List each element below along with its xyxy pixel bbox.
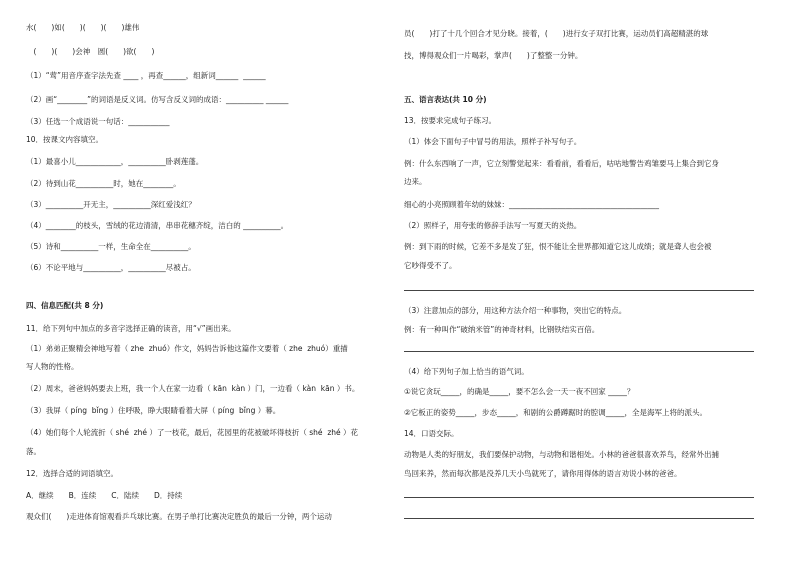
answer-line — [404, 497, 754, 498]
q13-example-2-cont: 它吵得受不了。 — [404, 261, 457, 270]
q11-item-1: （1）弟弟正聚精会神地写着（ zhe zhuó）作文，妈妈告诉他这篇作文要着（ zhe zhuó）重描 — [26, 344, 348, 353]
right-column — [404, 0, 768, 561]
q13-example-1-cont: 边来。 — [404, 177, 427, 186]
q13-prompt: 13．按要求完成句子练习。 — [404, 116, 497, 125]
q14-prompt: 14．口语交际。 — [404, 429, 459, 438]
q11-item-4: （4）她们每个人轮流折（ shé zhé ）了一枝花，最后，花园里的花被破坏得枝折（ shé zhé ）花 — [26, 428, 359, 437]
q9-item-3: （3）任选一个成语说一句话：___________ — [26, 117, 170, 126]
q12-passage: 观众们( )走进体育馆观看乒乓球比赛。在男子单打比赛决定胜负的最后一分钟，两个运动 — [26, 512, 332, 521]
q13-item-4-sentence-1: ①说它贪玩_____，的确是_____，要不怎么会一天一夜不回家 _____？ — [404, 387, 635, 396]
q11-item-3: （3）我屏（ píng bǐng ）住呼吸，睁大眼睛看着大屏（ píng bǐng ）幕。 — [26, 406, 281, 415]
q12-options: A．继续 B．连续 C．陆续 D．持续 — [26, 491, 183, 500]
q10-item-6: （6）不论平地与__________，__________尽被占。 — [26, 263, 196, 272]
section-5-heading: 五、语言表达(共 10 分) — [404, 95, 487, 104]
q10-item-2: （2）待到山花__________时，她在________。 — [26, 179, 181, 188]
q12-passage-cont: 员( )打了十几个回合才见分晓。接着，( )进行女子双打比赛，运动员们高超精湛的球 — [404, 29, 709, 38]
q14-passage: 动物是人类的好朋友，我们要保护动物，与动物和谐相处。小林的爸爸很喜欢养鸟，经常外出捕 — [404, 450, 719, 459]
q10-item-4: （4）________的枝头，雪绒的花边清清，串串花穗齐绽，洁白的 __________。 — [26, 221, 289, 230]
q13-item-4-sentence-2: ②它板正的姿势_____，步态_____，和剧的公爵蹲踞时的腔调_____，全是海军上将的派头。 — [404, 408, 707, 417]
q12-passage-end: 技，博得观众们一片喝彩，掌声( )了整整一分钟。 — [404, 51, 583, 60]
q9-blanks-line2: ( )( )会神 圆( )欲( ) — [26, 47, 155, 56]
q13-item-1-answer: 细心的小亮照顾着年幼的妹妹：________________________________________ — [404, 200, 659, 209]
q12-prompt: 12．选择合适的词语填空。 — [26, 469, 119, 478]
answer-line — [404, 351, 754, 352]
q9-item-1: （1）“莺”用音序查字法先查 ____ ，再查______，组新词______ ______ — [26, 71, 266, 80]
q13-item-3: （3）注意加点的部分，用这种方法介绍一种事物，突出它的特点。 — [404, 306, 627, 315]
q10-prompt: 10．按课文内容填空。 — [26, 135, 104, 144]
q13-example-3: 例：有一种叫作“破纳米管”的神奇材料，比钢铁结实百倍。 — [404, 325, 600, 334]
q11-prompt: 11．给下列句中加点的多音字选择正确的读音，用“√”画出来。 — [26, 324, 236, 333]
q10-item-3: （3）__________开无主，__________深红爱浅红？ — [26, 200, 196, 209]
answer-line — [404, 518, 754, 519]
q9-item-2: （2）画“________”的词语是反义词。仿写含反义词的成语：__________ ______ — [26, 95, 289, 104]
q11-item-2: （2）周末，爸爸妈妈要去上班，我一个人在家一边看（ kān kàn ）门，一边看（ kàn kān ）书。 — [26, 384, 360, 393]
q13-example-2: 例：到下雨的时候，它差不多是发了狂，恨不能让全世界都知道它这儿成绩；就是聋人也会被 — [404, 242, 712, 251]
q10-item-1: （1）最喜小儿____________，__________卧剥莲蓬。 — [26, 157, 204, 166]
q9-blanks-line1: 水( )如( )( )( )雄伟 — [26, 23, 140, 32]
q13-example-1: 例：什么东西响了一声，它立刻警觉起来：看看前，看看后，咕咕地警告鸡雏要马上集合到它身 — [404, 159, 719, 168]
q11-item-4-cont: 落。 — [26, 447, 41, 456]
q10-item-5: （5）诗和__________一样，生命全在__________。 — [26, 242, 196, 251]
q13-item-4: （4）给下列句子加上恰当的语气词。 — [404, 367, 529, 376]
left-column — [26, 0, 390, 561]
q14-passage-cont: 鸟回来养，然而每次都是没养几天小鸟就死了，请你用得体的语言劝说小林的爸爸。 — [404, 469, 682, 478]
answer-line — [404, 290, 754, 291]
section-4-heading: 四、信息匹配(共 8 分) — [26, 301, 104, 310]
q13-item-2: （2）照样子，用夸张的修辞手法写一写夏天的炎热。 — [404, 221, 582, 230]
q11-item-1-cont: 写人物的性格。 — [26, 362, 79, 371]
q13-item-1: （1）体会下面句子中冒号的用法，照样子补写句子。 — [404, 137, 582, 146]
